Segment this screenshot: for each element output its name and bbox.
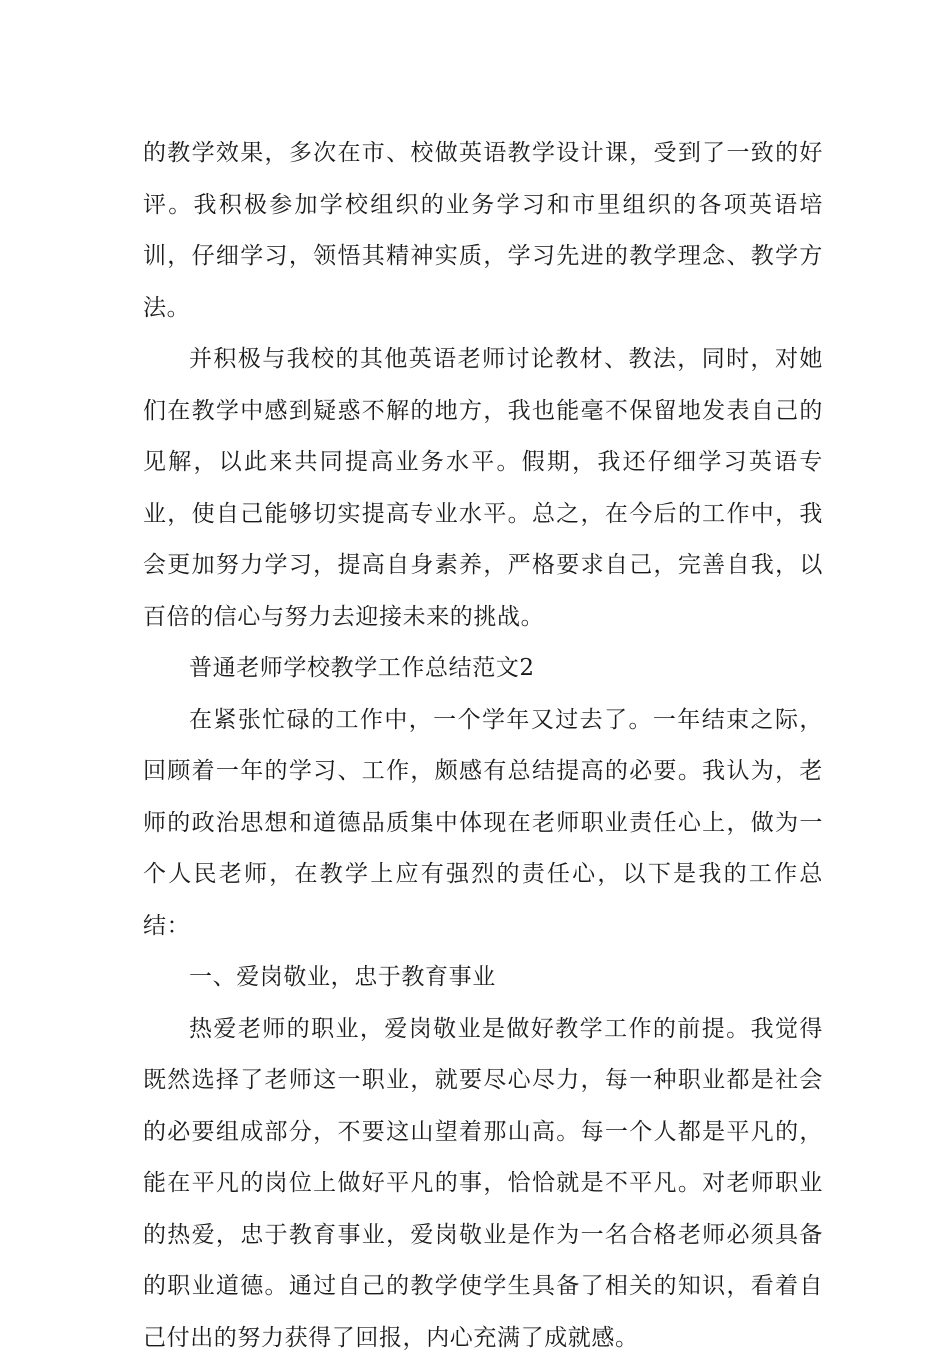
- document-body: [143, 128, 823, 1364]
- paragraph-continuation: 的教学效果，多次在市、校做英语教学设计课，受到了一致的好评。我积极参加学校组织的业务学习和市里组织的各项英语培训，仔细学习，领悟其精神实质，学习先进的教学理念、教学方法。: [143, 128, 823, 334]
- paragraph-intro: 在紧张忙碌的工作中，一个学年又过去了。一年结束之际，回顾着一年的学习、工作，颇感有总结提高的必要。我认为，老师的政治思想和道德品质集中体现在老师职业责任心上，做为一个人民老师，在教学上应有强烈的责任心，以下是我的工作总结：: [143, 695, 823, 953]
- section-title: 普通老师学校教学工作总结范文2: [143, 643, 823, 695]
- subsection-heading: 一、爱岗敬业，忠于教育事业: [143, 952, 823, 1004]
- paragraph-discussion: 并积极与我校的其他英语老师讨论教材、教法，同时，对她们在教学中感到疑惑不解的地方，我也能毫不保留地发表自己的见解，以此来共同提高业务水平。假期，我还仔细学习英语专业，使自己能够切实提高专业水平。总之，在今后的工作中，我会更加努力学习，提高自身素养，严格要求自己，完善自我，以百倍的信心与努力去迎接未来的挑战。: [143, 334, 823, 643]
- paragraph-dedication: 热爱老师的职业，爱岗敬业是做好教学工作的前提。我觉得既然选择了老师这一职业，就要尽心尽力，每一种职业都是社会的必要组成部分，不要这山望着那山高。每一个人都是平凡的，能在平凡的岗位上做好平凡的事，恰恰就是不平凡。对老师职业的热爱，忠于教育事业，爱岗敬业是作为一名合格老师必须具备的职业道德。通过自己的教学使学生具备了相关的知识，看着自己付出的努力获得了回报，内心充满了成就感。: [143, 1004, 823, 1364]
